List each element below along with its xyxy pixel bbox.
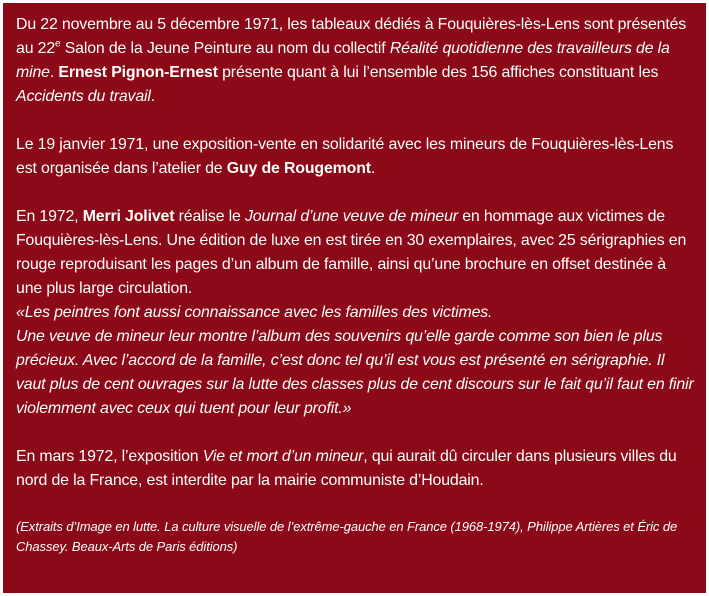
p4-text-2: , qui aurait dû circuler dans plusieurs villes du nord de la France, est interdite par la mairie communiste d’Houdain. [16, 448, 677, 489]
p1-collective-name: Réalité quotidienne des travailleurs de la mine [16, 40, 670, 81]
p1-text-5: . [150, 88, 156, 105]
p1-superscript: e [55, 38, 61, 50]
p3-quote-line-1: «Les peintres font aussi connaissance avec les familles des victimes. [16, 304, 493, 321]
p2-text-1: Le 19 janvier 1971, une exposition-vente en solidarité avec les mineurs de Fouquières-lès-Lens est organisée dans l’atelier de [16, 136, 674, 177]
p3-artist-name: Merri Jolivet [82, 208, 175, 225]
p1-text-1: Du 22 novembre au 5 décembre 1971, les tableaux dédiés à Fouquières-lès-Lens sont présentés au 22 [16, 16, 687, 57]
paragraph-journal-veuve [16, 205, 696, 421]
p2-text-2: . [370, 160, 376, 177]
p1-text-4: présente quant à lui l’ensemble des 156 affiches constituant les [217, 64, 659, 81]
p4-text-1: En mars 1972, l’exposition [16, 448, 203, 465]
source-citation: (Extraits d’Image en lutte. La culture visuelle de l’extrême-gauche en France (1968-1974), Philippe Artières et Éric de Chassey. Beaux-Arts de Paris éditions) [16, 519, 678, 554]
p2-artist-name: Guy de Rougemont [226, 160, 371, 177]
paragraph-salon-jeune-peinture [16, 13, 696, 109]
p1-text-2: Salon de la Jeune Peinture au nom du collectif [60, 40, 390, 57]
paragraph-exposition-vente [16, 133, 696, 181]
paragraph-vie-et-mort [16, 445, 696, 493]
p3-text-1: En 1972, [16, 208, 83, 225]
p1-artist-name: Ernest Pignon-Ernest [58, 64, 218, 81]
p3-quote-line-2: Une veuve de mineur leur montre l’album des souvenirs qu’elle garde comme son bien le plus précieux. Avec l’accord de la famille, c’est donc tel qu’il est vous est présenté en sérigraphie. Il vaut plus de cent ouvrages sur la lutte des classes plus de cent discours sur le fait qu’il faut en finir violemment avec ceux qui tuent pour leur profit.» [16, 328, 694, 417]
p3-text-2: réalise le [174, 208, 245, 225]
text-panel [3, 3, 706, 593]
p1-work-title: Accidents du travail [16, 88, 151, 105]
p3-work-title: Journal d’une veuve de mineur [244, 208, 458, 225]
p3-text-3: en hommage aux victimes de Fouquières-lès-Lens. Une édition de luxe en est tirée en 30 exemplaires, avec 25 sérigraphies en rouge reproduisant les pages d’un album de famille, ainsi qu’une brochure en offset destinée à une plus large circulation. [16, 208, 687, 297]
p4-work-title: Vie et mort d’un mineur [202, 448, 364, 465]
p1-text-3: . [49, 64, 59, 81]
